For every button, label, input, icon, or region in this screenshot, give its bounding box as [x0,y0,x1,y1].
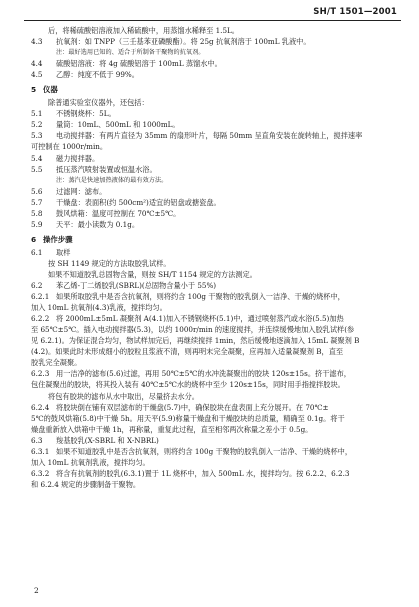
clause-number: 5.1 [31,109,43,119]
clause-text: 磁力搅拌器。 [56,153,100,163]
clause-text: 量筒：10mL、500mL 和 1000mL。 [56,120,180,130]
clause-number: 5.4 [31,153,43,163]
clause-number: 5.6 [31,186,43,196]
clause-5-6 [31,186,401,197]
text-line: 见 6.2.1)。为保证混合均匀，物试样加完后，再继续搅拌 1min，然后缓慢地逐滴加入 15mL 凝聚剂 B [31,336,360,346]
clause-text: 电动搅拌器：有两片直径为 35mm 的扇形叶片，每隔 50mm 呈直角安装在旋转轴上，搅拌速率 [56,131,363,141]
clause-5-7 [31,197,401,208]
text-line: 可控制在 1000r/min。 [31,142,108,152]
clause-number: 6.2 [31,281,43,291]
clause-number: 4.4 [31,59,43,69]
clause-number: 4.5 [31,70,43,80]
clause-text: 乙醇：纯度不低于 99%。 [56,70,139,80]
clause-text: 抵压蒸汽喷射装置或恒温水浴。 [56,164,157,174]
clause-number: 6.3.2 [31,468,50,478]
text-line: 包住凝聚出的胶块，将其投入装有 40℃±5℃水的烧杯中至少 120s±15s，同时用手指搅拌胶块。 [31,380,345,390]
clause-text: 取样 [56,247,71,257]
clause-6-2 [31,280,401,291]
clause-4-3 [31,36,401,47]
text-line: 加入 10mL 抗氧剂(4.3)乳液，搅拌均匀。 [31,303,167,313]
section-5-heading [31,84,401,95]
clause-4-4 [31,58,401,69]
clause-text: 硫酸铝溶液：将 4g 硫酸铝溶于 100mL 蒸馏水中。 [56,59,222,69]
text-line: 按 SH 1149 规定的方法取胶乳试样。 [48,258,171,268]
clause-5-8 [31,208,401,219]
text-line: 和 6.2.4 规定的步骤制备干聚物。 [31,479,141,489]
clause-text: 如果所取胶乳中是否含抗氧剂，则将约含 100g 干聚物的胶乳倒入一洁净、干燥的烧杯中， [56,292,345,302]
note-line: 注：最好选用已知的、适合于所制备干聚物的抗氧剂。 [56,49,205,57]
clause-number: 6.2.2 [31,314,50,324]
text-line: 燥盘重新放入烘箱中干燥 1h，再称量，重复此过程，直至相邻两次称量之差小于 0.5g。 [31,424,313,434]
clause-text: 过滤网：滤布。 [56,186,107,196]
section-title: 操作步骤 [43,234,73,244]
text-line: 至 65℃±5℃。插入电动搅拌器(5.3)，以约 1000r/min 的速度搅拌，并连续缓慢地加入胶乳试样(参 [31,325,355,335]
standard-number: SH/T 1501—2001 [313,7,397,17]
text-line: (4.2)。如果此时未形成细小的胶粒且浆液不清，则再明末完全凝聚，应再加入适量凝聚剂 B，直至 [31,347,344,357]
clause-text: 干燥盘：表面积(约 500cm²)适宜的铝盘或搪瓷盘。 [56,197,221,207]
text-line: 5℃的鼓风烘箱(5.8)中干燥 5h。用天平(5.9)称量干燥盘和干燥胶块的总质量，精确至 0.1g。将干 [31,413,345,423]
clause-text: 不锈钢烧杯：5L。 [56,109,116,119]
clause-text: 如果不知道胶乳中是否含抗氧剂，则将约含 100g 干聚物的胶乳倒入一洁净、干燥的烧杯中， [56,446,353,456]
clause-number: 5.8 [31,208,43,218]
clause-5-5 [31,164,401,175]
clause-6-2-1 [31,291,401,302]
clause-number: 5.9 [31,219,43,229]
clause-number: 4.3 [31,37,43,47]
clause-number: 6.2.1 [31,292,50,302]
clause-5-1 [31,108,401,119]
section-number: 5 [31,85,37,95]
section-title: 仪器 [43,85,58,95]
text-line: 如果不知道胶乳总固物含量，则按 SH/T 1154 规定的方法测定。 [48,269,257,279]
clause-5-3 [31,130,401,141]
clause-number: 5.3 [31,131,43,141]
clause-number: 6.3 [31,435,43,445]
clause-text: 抗氧剂：如 TNPP（三壬基苯亚磷酸酯）。将 25g 抗氧剂溶于 100mL 乳液中。 [56,37,311,47]
clause-number: 6.3.1 [31,446,50,456]
note-line: 注：蒸汽是快速加热液体的最有效方法。 [56,176,168,184]
text-line: 除普通实验室仪器外，还包括： [48,98,149,108]
clause-text: 苯乙烯-丁二烯胶乳(SBRL)(总固物含量小于 55%) [56,281,217,291]
section-number: 6 [31,234,37,244]
clause-4-5 [31,69,401,80]
text-line: 将包有胶块的滤布从水中取出，尽量挤去水分。 [48,391,199,401]
clause-5-2 [31,119,401,130]
text-line: 加入 10mL 抗氧剂乳液，搅拌均匀。 [31,457,150,467]
clause-text: 羧基胶乳(X-SBRL 和 X-NBRL) [56,435,159,445]
clause-text: 将胶块倒在铺有双层滤布的干燥盘(5.7)中，确保胶块在盘表面上充分展开。在 70℃± [56,402,329,412]
clause-5-9 [31,219,401,230]
clause-number: 6.2.3 [31,369,50,379]
clause-number: 5.2 [31,120,43,130]
header-rule [24,20,401,21]
clause-6-1 [31,247,401,258]
clause-text: 天平：最小读数为 0.1g。 [56,219,140,229]
clause-6-2-3 [31,368,401,379]
clause-6-3-1 [31,446,401,457]
clause-text: 用一洁净的滤布(5.6)过滤，再用 50℃±5℃的水冲洗凝聚出的胶块 120s±15s。挤干滤布， [56,369,351,379]
clause-number: 6.2.4 [31,402,50,412]
clause-number: 5.5 [31,164,43,174]
clause-text: 将含有抗氧剂的胶乳(6.3.1)置于 1L 烧杯中，加入 500mL 水，搅拌均匀。按 6.2.2、6.2.3 [56,468,350,478]
clause-6-2-2 [31,313,401,324]
document-body [31,25,401,490]
clause-6-3 [31,435,401,446]
text-line: 胶乳完全凝聚。 [31,358,82,368]
clause-5-4 [31,153,401,164]
page-number: 2 [34,586,39,595]
clause-6-2-4 [31,402,401,413]
clause-text: 鼓风烘箱：温度可控制在 70℃±5℃。 [56,208,181,218]
section-6-heading [31,234,401,245]
clause-6-3-2 [31,468,401,479]
clause-number: 5.7 [31,197,43,207]
clause-text: 将 2000mL±5mL 凝聚剂 A(4.1)加入不锈钢烧杯(5.1)中，通过喷射蒸汽或水浴(5.5)加热 [56,314,344,324]
text-line: 后，将稀硫酸铝溶液加入稀硫酸中，用蒸馏水稀释至 1.5L。 [48,26,239,35]
clause-number: 6.1 [31,247,43,257]
